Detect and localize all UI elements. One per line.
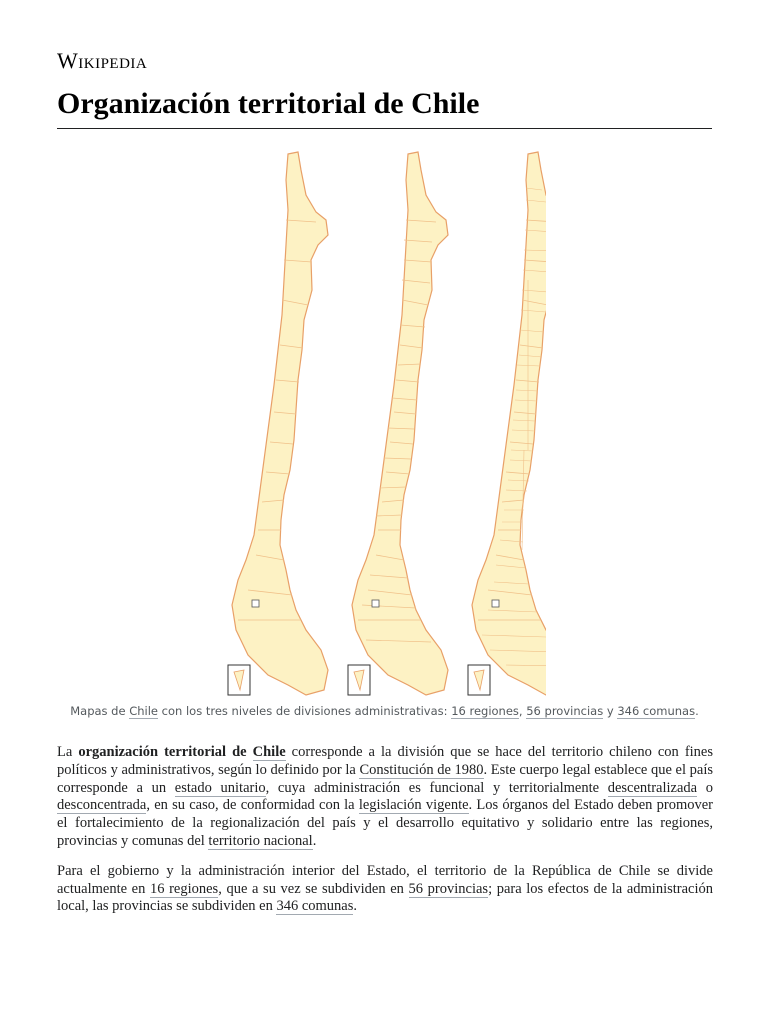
link-16-regiones-body[interactable]: 16 regiones (149, 880, 219, 897)
caption-text: con los tres niveles de divisiones administrativas: (158, 704, 452, 718)
link-346-comunas-body[interactable]: 346 comunas (276, 898, 354, 915)
text: . Este cuerpo legal establece que el país corresponde a un (57, 761, 713, 796)
link-desconcentrada[interactable]: desconcentrada (57, 797, 147, 814)
text: . Los órganos del Estado deben promover el fortalecimiento de la regionalización del país y el desarrollo equitativo y solidario entre las regiones, provincias y comunas del (57, 797, 714, 849)
text: , en su caso, de conformidad con la (146, 797, 359, 814)
text: . (312, 832, 317, 849)
link-territorio-nacional[interactable]: territorio nacional (208, 832, 313, 849)
link-descentralizada[interactable]: descentralizada (607, 779, 698, 796)
text: o (697, 779, 713, 796)
link-56-provincias-body[interactable]: 56 provincias (408, 880, 489, 897)
link-legislacion-vigente[interactable]: legislación vigente (358, 797, 469, 814)
bold-term: organización territorial de (78, 744, 253, 760)
article-body (57, 744, 713, 928)
caption-text: Mapas de (70, 704, 130, 718)
page-title: Organización territorial de Chile (57, 86, 712, 129)
text: . (353, 898, 358, 915)
map-comunas (468, 152, 546, 695)
link-chile-bold[interactable]: Chile (252, 744, 286, 760)
map-regiones (228, 152, 328, 695)
link-constitucion-1980[interactable]: Constitución de 1980 (359, 761, 484, 778)
chile-maps-image (226, 150, 546, 700)
text: , cuya administración es funcional y territorialmente (265, 779, 608, 796)
link-16-regiones[interactable]: 16 regiones (451, 704, 519, 718)
caption-text: , (518, 704, 527, 718)
link-56-provincias[interactable]: 56 provincias (526, 704, 604, 718)
paragraph-intro (57, 744, 713, 851)
figure-caption (57, 704, 712, 718)
text: ; para los efectos de la administración local, las provincias se subdividen en (57, 880, 714, 915)
chile-maps-figure[interactable] (226, 150, 546, 700)
text: corresponde a la división que se hace del territorio chileno con fines políticos y administrativos, según lo definido por la (57, 744, 714, 778)
link-estado-unitario[interactable]: estado unitario (174, 779, 266, 796)
wikipedia-logo[interactable]: Wikipedia (57, 48, 148, 73)
text: La (57, 744, 79, 760)
paragraph-divisions (57, 863, 713, 916)
caption-text: . (695, 704, 699, 718)
caption-text: y (603, 704, 618, 718)
text: , que a su vez se subdividen en (218, 880, 409, 897)
text: Para el gobierno y la administración interior del Estado, el territorio de la República de Chile se divide actualmente en (57, 862, 713, 897)
link-346-comunas[interactable]: 346 comunas (617, 704, 696, 718)
link-chile[interactable]: Chile (129, 704, 159, 718)
map-provincias (348, 152, 448, 695)
